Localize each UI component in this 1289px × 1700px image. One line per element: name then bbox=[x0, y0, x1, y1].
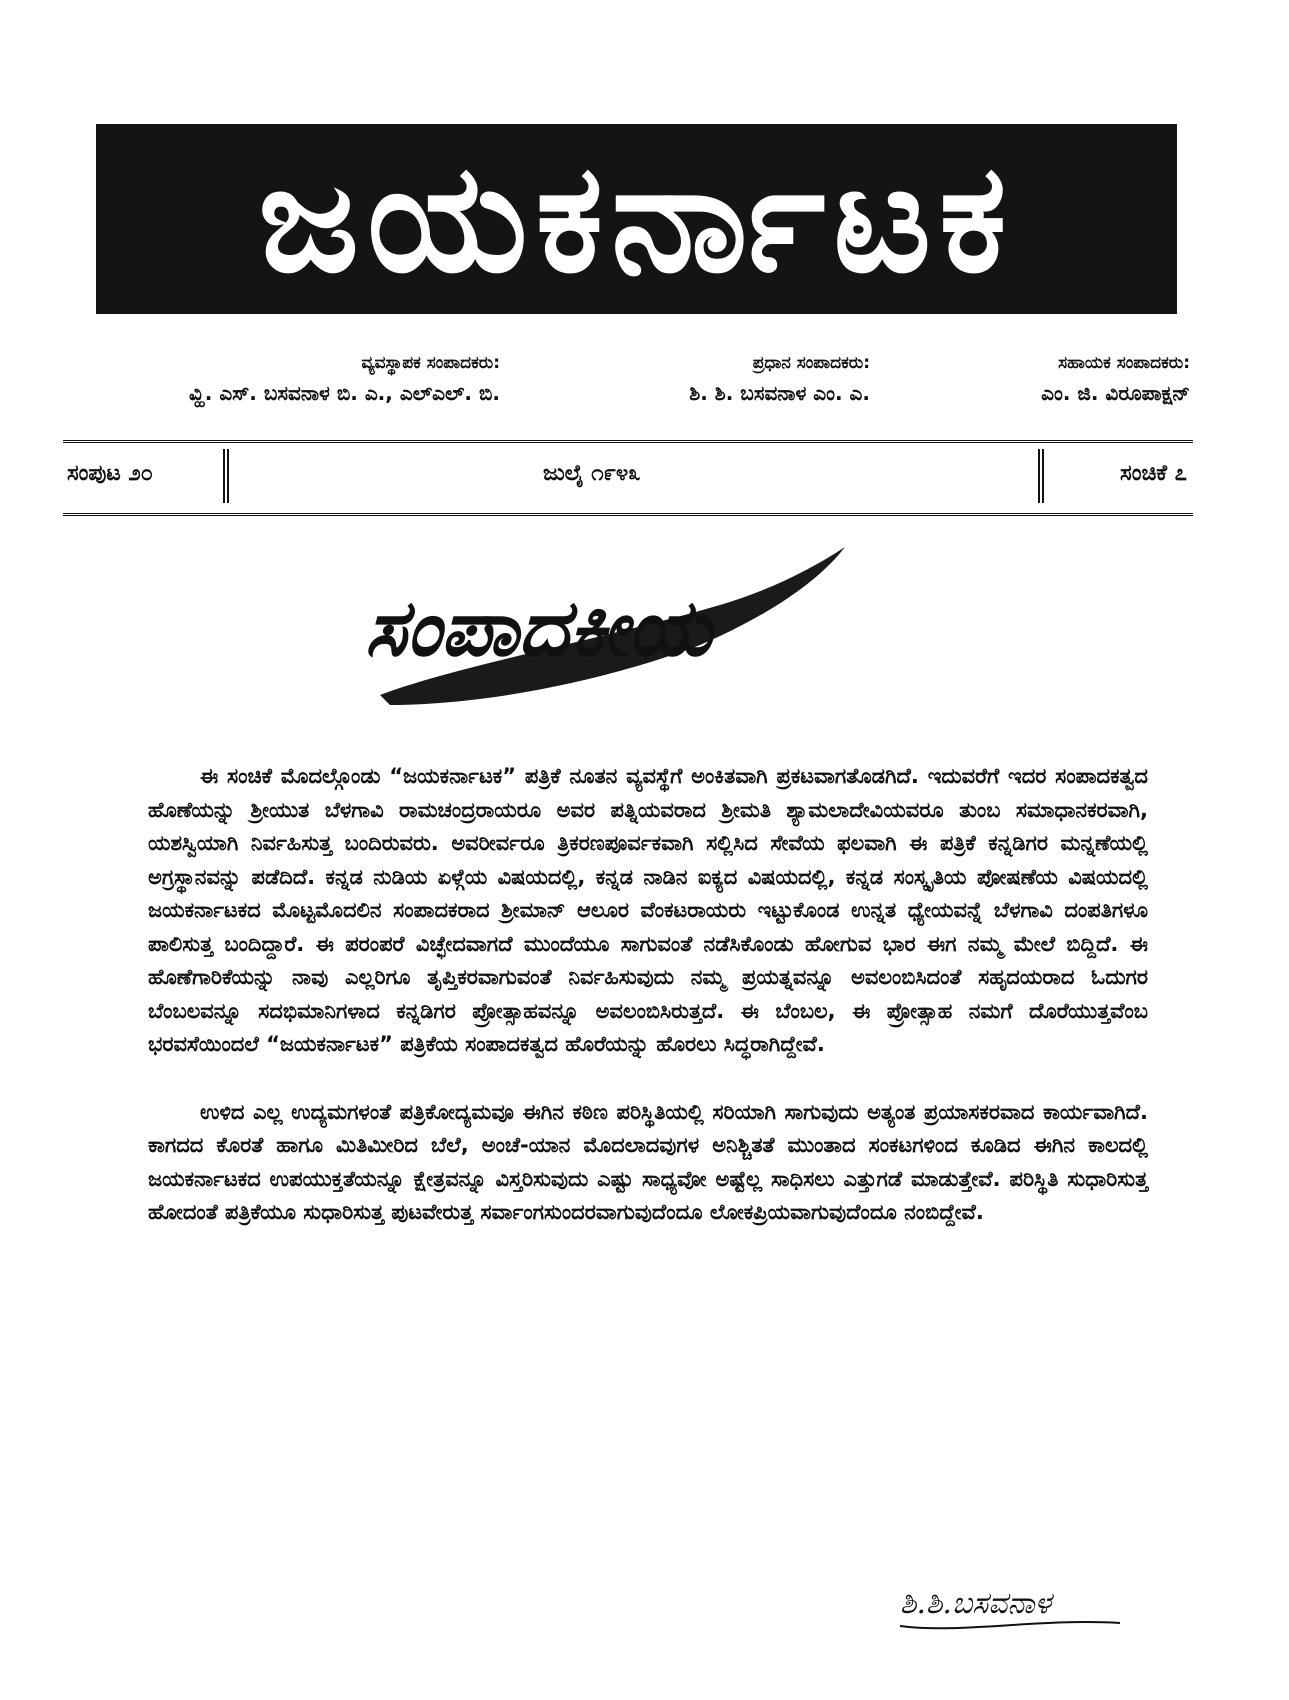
issue-date: ಜುಲೈ ೧೯೪೩ bbox=[543, 461, 641, 486]
divider bbox=[223, 449, 229, 503]
editor-name: ಶಿ. ಶಿ. ಬಸವನಾಳ ಎಂ. ಎ. bbox=[689, 381, 870, 405]
assistant-editor bbox=[920, 350, 1190, 410]
editor-role: ಸಹಾಯಕ ಸಂಪಾದಕರು: bbox=[1058, 353, 1190, 373]
editor-name: ಎಂ. ಜಿ. ವಿರೂಪಾಕ್ಷನ್ bbox=[1041, 381, 1190, 405]
editorial-heading bbox=[340, 545, 900, 725]
signature-underline bbox=[900, 1622, 1120, 1628]
heading-text: ಸಂಪಾದಕೀಯ bbox=[365, 583, 712, 674]
editors-row bbox=[60, 350, 1190, 420]
managing-editor bbox=[60, 350, 500, 410]
signature bbox=[890, 1568, 1130, 1638]
signature-text: ಶಿ.ಶಿ.ಬಸವನಾಳ bbox=[900, 1586, 1052, 1621]
issue-bar bbox=[63, 440, 1193, 516]
masthead-title: ಜಯಕರ್ನಾಟಕ bbox=[258, 132, 1015, 306]
issue-number: ಸಂಚಿಕೆ ೭ bbox=[1120, 461, 1187, 486]
chief-editor bbox=[550, 350, 870, 410]
divider bbox=[1038, 449, 1044, 503]
volume-label: ಸಂಪುಟ ೨೦ bbox=[67, 461, 154, 486]
editor-role: ಪ್ರಧಾನ ಸಂಪಾದಕರು: bbox=[752, 353, 870, 373]
editorial-body bbox=[148, 760, 1148, 1264]
masthead bbox=[96, 124, 1177, 314]
paragraph: ಉಳಿದ ಎಲ್ಲ ಉದ್ಯಮಗಳಂತೆ ಪತ್ರಿಕೋದ್ಯಮವೂ ಈಗಿನ ಕಠಿಣ ಪರಿಸ್ಥಿತಿಯಲ್ಲಿ ಸರಿಯಾಗಿ ಸಾಗುವುದು ಅತ್ಯಂತ ಪ್ರಯಾಸಕರವಾದ ಕಾರ್ಯವಾಗಿದೆ. ಕಾಗದದ ಕೊರತೆ ಹಾಗೂ ಮಿತಿಮೀರಿದ ಬೆಲೆ, ಅಂಚೆ-ಯಾನ ಮೊದಲಾದವುಗಳ ಅನಿಶ್ಚಿತತೆ ಮುಂತಾದ ಸಂಕಟಗಳಿಂದ ಕೂಡಿದ ಈಗಿನ ಕಾಲದಲ್ಲಿ ಜಯಕರ್ನಾಟಕದ ಉಪಯುಕ್ತತೆಯನ್ನೂ ಕ್ಷೇತ್ರವನ್ನೂ ವಿಸ್ತರಿಸುವುದು ಎಷ್ಟು ಸಾಧ್ಯವೋ ಅಷ್ಟೆಲ್ಲ ಸಾಧಿಸಲು ಎತ್ತುಗಡೆ ಮಾಡುತ್ತೇವೆ. ಪರಿಸ್ಥಿತಿ ಸುಧಾರಿಸುತ್ತ ಹೋದಂತೆ ಪತ್ರಿಕೆಯೂ ಸುಧಾರಿಸುತ್ತ ಪುಟವೇರುತ್ತ ಸರ್ವಾಂಗಸುಂದರವಾಗುವುದೆಂದೂ ಲೋಕಪ್ರಿಯವಾಗುವುದೆಂದೂ ನಂಬಿದ್ದೇವೆ. bbox=[148, 1099, 1148, 1224]
editor-name: ವ್ಹಿ. ಎಸ್. ಬಸವನಾಳ ಬಿ. ಎ., ಎಲ್‌ಎಲ್. ಬಿ. bbox=[189, 381, 500, 405]
editor-role: ವ್ಯವಸ್ಥಾಪಕ ಸಂಪಾದಕರು: bbox=[361, 353, 500, 373]
paragraph: ಈ ಸಂಚಿಕೆ ಮೊದಲ್ಗೊಂಡು “ಜಯಕರ್ನಾಟಕ” ಪತ್ರಿಕೆ ನೂತನ ವ್ಯವಸ್ಥೆಗೆ ಅಂಕಿತವಾಗಿ ಪ್ರಕಟವಾಗತೊಡಗಿದೆ. ಇದುವರೆಗೆ ಇದರ ಸಂಪಾದಕತ್ವದ ಹೊಣೆಯನ್ನು ಶ್ರೀಯುತ ಬೆಳಗಾವಿ ರಾಮಚಂದ್ರರಾಯರೂ ಅವರ ಪತ್ನಿಯವರಾದ ಶ್ರೀಮತಿ ಶ್ಯಾಮಲಾದೇವಿಯವರೂ ತುಂಬ ಸಮಾಧಾನಕರವಾಗಿ, ಯಶಸ್ವಿಯಾಗಿ ನಿರ್ವಹಿಸುತ್ತ ಬಂದಿರುವರು. ಅವರೀರ್ವರೂ ತ್ರಿಕರಣಪೂರ್ವಕವಾಗಿ ಸಲ್ಲಿಸಿದ ಸೇವೆಯ ಫಲವಾಗಿ ಈ ಪತ್ರಿಕೆ ಕನ್ನಡಿಗರ ಮನ್ನಣೆಯಲ್ಲಿ ಅಗ್ರಸ್ಥಾನವನ್ನು ಪಡೆದಿದೆ. ಕನ್ನಡ ನುಡಿಯ ಏಳ್ಗೆಯ ವಿಷಯದಲ್ಲಿ, ಕನ್ನಡ ನಾಡಿನ ಐಕ್ಯದ ವಿಷಯದಲ್ಲಿ, ಕನ್ನಡ ಸಂಸ್ಕೃತಿಯ ಪೋಷಣೆಯ ವಿಷಯದಲ್ಲಿ ಜಯಕರ್ನಾಟಕದ ಮೊಟ್ಟಮೊದಲಿನ ಸಂಪಾದಕರಾದ ಶ್ರೀಮಾನ್ ಆಲೂರ ವೆಂಕಟರಾಯರು ಇಟ್ಟುಕೊಂಡ ಉನ್ನತ ಧ್ಯೇಯವನ್ನೆ ಬೆಳಗಾವಿ ದಂಪತಿಗಳೂ ಪಾಲಿಸುತ್ತ ಬಂದಿದ್ದಾರೆ. ಈ ಪರಂಪರೆ ವಿಚ್ಛೇದವಾಗದೆ ಮುಂದೆಯೂ ಸಾಗುವಂತೆ ನಡೆಸಿಕೊಂಡು ಹೋಗುವ ಭಾರ ಈಗ ನಮ್ಮ ಮೇಲೆ ಬಿದ್ದಿದೆ. ಈ ಹೊಣೆಗಾರಿಕೆಯನ್ನು ನಾವು ಎಲ್ಲರಿಗೂ ತೃಪ್ತಿಕರವಾಗುವಂತೆ ನಿರ್ವಹಿಸುವುದು ನಮ್ಮ ಪ್ರಯತ್ನವನ್ನೂ ಅವಲಂಬಿಸಿದಂತೆ ಸಹೃದಯರಾದ ಓದುಗರ ಬೆಂಬಲವನ್ನೂ ಸದಭಿಮಾನಿಗಳಾದ ಕನ್ನಡಿಗರ ಪ್ರೋತ್ಸಾಹವನ್ನೂ ಅವಲಂಬಿಸಿರುತ್ತದೆ. ಈ ಬೆಂಬಲ, ಈ ಪ್ರೋತ್ಸಾಹ ನಮಗೆ ದೊರೆಯುತ್ತವೆಂಬ ಭರವಸೆಯಿಂದಲೆ “ಜಯಕರ್ನಾಟಕ” ಪತ್ರಿಕೆಯ ಸಂಪಾದಕತ್ವದ ಹೊರೆಯನ್ನು ಹೊರಲು ಸಿದ್ಧರಾಗಿದ್ದೇವೆ. bbox=[148, 764, 1148, 1056]
